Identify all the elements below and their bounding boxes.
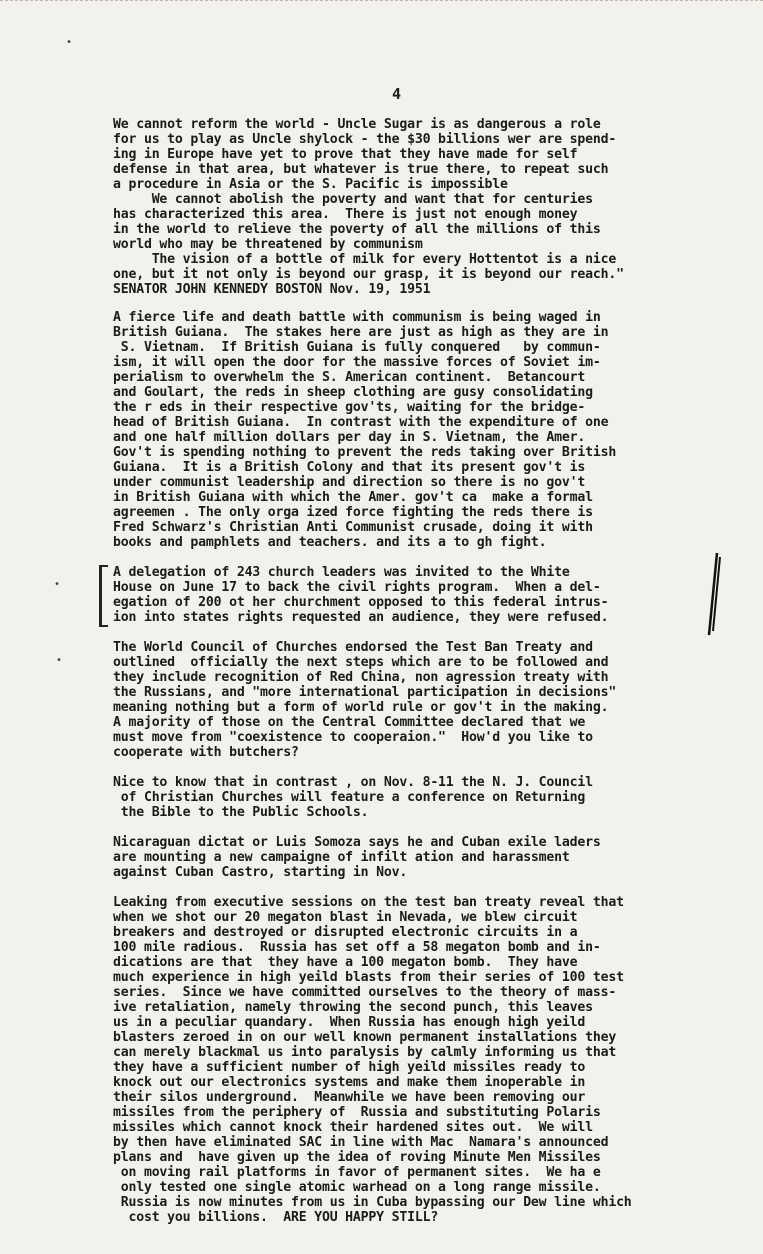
stray-mark: •: [54, 579, 61, 590]
text-line: SENATOR JOHN KENNEDY BOSTON Nov. 19, 1951: [113, 282, 431, 297]
text-line: agreemen . The only orga ized force fighting the reds there is: [113, 505, 593, 520]
text-line: Gov't is spending nothing to prevent the reds taking over British: [113, 445, 617, 460]
text-line: head of British Guiana. In contrast with the expenditure of one: [113, 415, 609, 430]
text-line: A fierce life and death battle with communism is being waged in: [113, 310, 601, 325]
text-line: Guiana. It is a British Colony and that its present gov't is: [113, 460, 586, 475]
text-line: ion into states rights requested an audience, they were refused.: [113, 610, 609, 625]
text-line: missiles from the periphery of Russia and substituting Polaris: [113, 1105, 601, 1120]
text-line: they include recognition of Red China, non agression treaty with: [113, 670, 609, 685]
text-line: perialism to overwhelm the S. American continent. Betancourt: [113, 370, 586, 385]
text-line: their silos underground. Meanwhile we have been removing our: [113, 1090, 586, 1105]
text-line: much experience in high yeild blasts from their series of 100 test: [113, 970, 624, 985]
text-line: only tested one single atomic warhead on a long range missile.: [113, 1180, 601, 1195]
text-line: under communist leadership and direction so there is no gov't: [113, 475, 586, 490]
text-line: in British Guiana with which the Amer. gov't ca make a formal: [113, 490, 593, 505]
text-line: they have a sufficient number of high yeild missiles ready to: [113, 1060, 586, 1075]
text-line: The World Council of Churches endorsed the Test Ban Treaty and: [113, 640, 593, 655]
text-line: knock out our electronics systems and make them inoperable in: [113, 1075, 586, 1090]
text-line: can merely blackmal us into paralysis by calmly informing us that: [113, 1045, 617, 1060]
text-line: House on June 17 to back the civil rights program. When a del-: [113, 580, 601, 595]
text-line: cost you billions. ARE YOU HAPPY STILL?: [113, 1210, 439, 1225]
text-line: us in a peculiar quandary. When Russia has enough high yeild: [113, 1015, 586, 1030]
paragraph-nicaragua: [113, 835, 713, 880]
text-line: must move from "coexistence to cooperaion." How'd you like to: [113, 730, 593, 745]
text-line: when we shot our 20 megaton blast in Nevada, we blew circuit: [113, 910, 578, 925]
text-line: world who may be threatened by communism: [113, 237, 423, 252]
paragraph-test-ban: [113, 895, 713, 1225]
paragraph-nj-council: [113, 775, 713, 820]
text-line: books and pamphlets and teachers. and its a to gh fight.: [113, 535, 547, 550]
text-line: for us to play as Uncle shylock - the $30 billions wer are spend-: [113, 132, 617, 147]
text-line: plans and have given up the idea of roving Minute Men Missiles: [113, 1150, 601, 1165]
text-line: series. Since we have committed ourselves to the theory of mass-: [113, 985, 617, 1000]
text-line: Russia is now minutes from us in Cuba bypassing our Dew line which: [113, 1195, 632, 1210]
paragraph-world-council: [113, 640, 713, 760]
text-line: A majority of those on the Central Committee declared that we: [113, 715, 586, 730]
text-line: dications are that they have a 100 megaton bomb. They have: [113, 955, 578, 970]
text-line: and Goulart, the reds in sheep clothing are gusy consolidating: [113, 385, 593, 400]
text-line: Nicaraguan dictat or Luis Somoza says he and Cuban exile laders: [113, 835, 601, 850]
stray-mark: •: [66, 37, 73, 48]
text-line: S. Vietnam. If British Guiana is fully conquered by commun-: [113, 340, 601, 355]
text-line: the Bible to the Public Schools.: [113, 805, 369, 820]
text-line: are mounting a new campaigne of infilt ation and harassment: [113, 850, 570, 865]
text-line: We cannot reform the world - Uncle Sugar is as dangerous a role: [113, 117, 601, 132]
text-line: in the world to relieve the poverty of all the millions of this: [113, 222, 601, 237]
paragraph-british-guiana: [113, 310, 713, 550]
text-line: one, but it not only is beyond our grasp, it is beyond our reach.": [113, 267, 624, 282]
text-line: the r eds in their respective gov'ts, waiting for the bridge-: [113, 400, 586, 415]
text-line: and one half million dollars per day in S. Vietnam, the Amer.: [113, 430, 586, 445]
text-line: has characterized this area. There is just not enough money: [113, 207, 578, 222]
text-line: Fred Schwarz's Christian Anti Communist crusade, doing it with: [113, 520, 593, 535]
text-line: missiles which cannot knock their hardened sites out. We will: [113, 1120, 593, 1135]
text-line: British Guiana. The stakes here are just as high as they are in: [113, 325, 609, 340]
text-line: ive retaliation, namely throwing the second punch, this leaves: [113, 1000, 593, 1015]
handwritten-double-line-mark: [705, 551, 721, 637]
text-line: outlined officially the next steps which are to be followed and: [113, 655, 609, 670]
paragraph-kennedy-quote: [113, 117, 713, 297]
text-line: the Russians, and "more international participation in decisions": [113, 685, 617, 700]
text-line: We cannot abolish the poverty and want that for centuries: [113, 192, 593, 207]
text-line: 100 mile radious. Russia has set off a 58 megaton bomb and in-: [113, 940, 601, 955]
handwritten-bracket-mark: [99, 565, 108, 627]
text-line: breakers and destroyed or disrupted electronic circuits in a: [113, 925, 578, 940]
text-line: on moving rail platforms in favor of permanent sites. We ha e: [113, 1165, 601, 1180]
text-line: against Cuban Castro, starting in Nov.: [113, 865, 408, 880]
paragraph-white-house-delegation: [113, 565, 713, 625]
text-line: ing in Europe have yet to prove that they have made for self: [113, 147, 578, 162]
text-line: by then have eliminated SAC in line with Mac Namara's announced: [113, 1135, 609, 1150]
text-line: Nice to know that in contrast , on Nov. 8-11 the N. J. Council: [113, 775, 593, 790]
text-line: The vision of a bottle of milk for every Hottentot is a nice: [113, 252, 617, 267]
text-line: A delegation of 243 church leaders was invited to the White: [113, 565, 570, 580]
document-body: [113, 117, 713, 1240]
text-line: Leaking from executive sessions on the test ban treaty reveal that: [113, 895, 624, 910]
text-line: of Christian Churches will feature a conference on Returning: [113, 790, 586, 805]
page-number: 4: [392, 85, 402, 103]
stray-mark: •: [56, 655, 63, 666]
text-line: egation of 200 ot her churchment opposed to this federal intrus-: [113, 595, 609, 610]
text-line: cooperate with butchers?: [113, 745, 299, 760]
text-line: a procedure in Asia or the S. Pacific is impossible: [113, 177, 508, 192]
text-line: meaning nothing but a form of world rule or gov't in the making.: [113, 700, 609, 715]
text-line: defense in that area, but whatever is true there, to repeat such: [113, 162, 609, 177]
text-line: ism, it will open the door for the massive forces of Soviet im-: [113, 355, 601, 370]
text-line: blasters zeroed in on our well known permanent installations they: [113, 1030, 617, 1045]
